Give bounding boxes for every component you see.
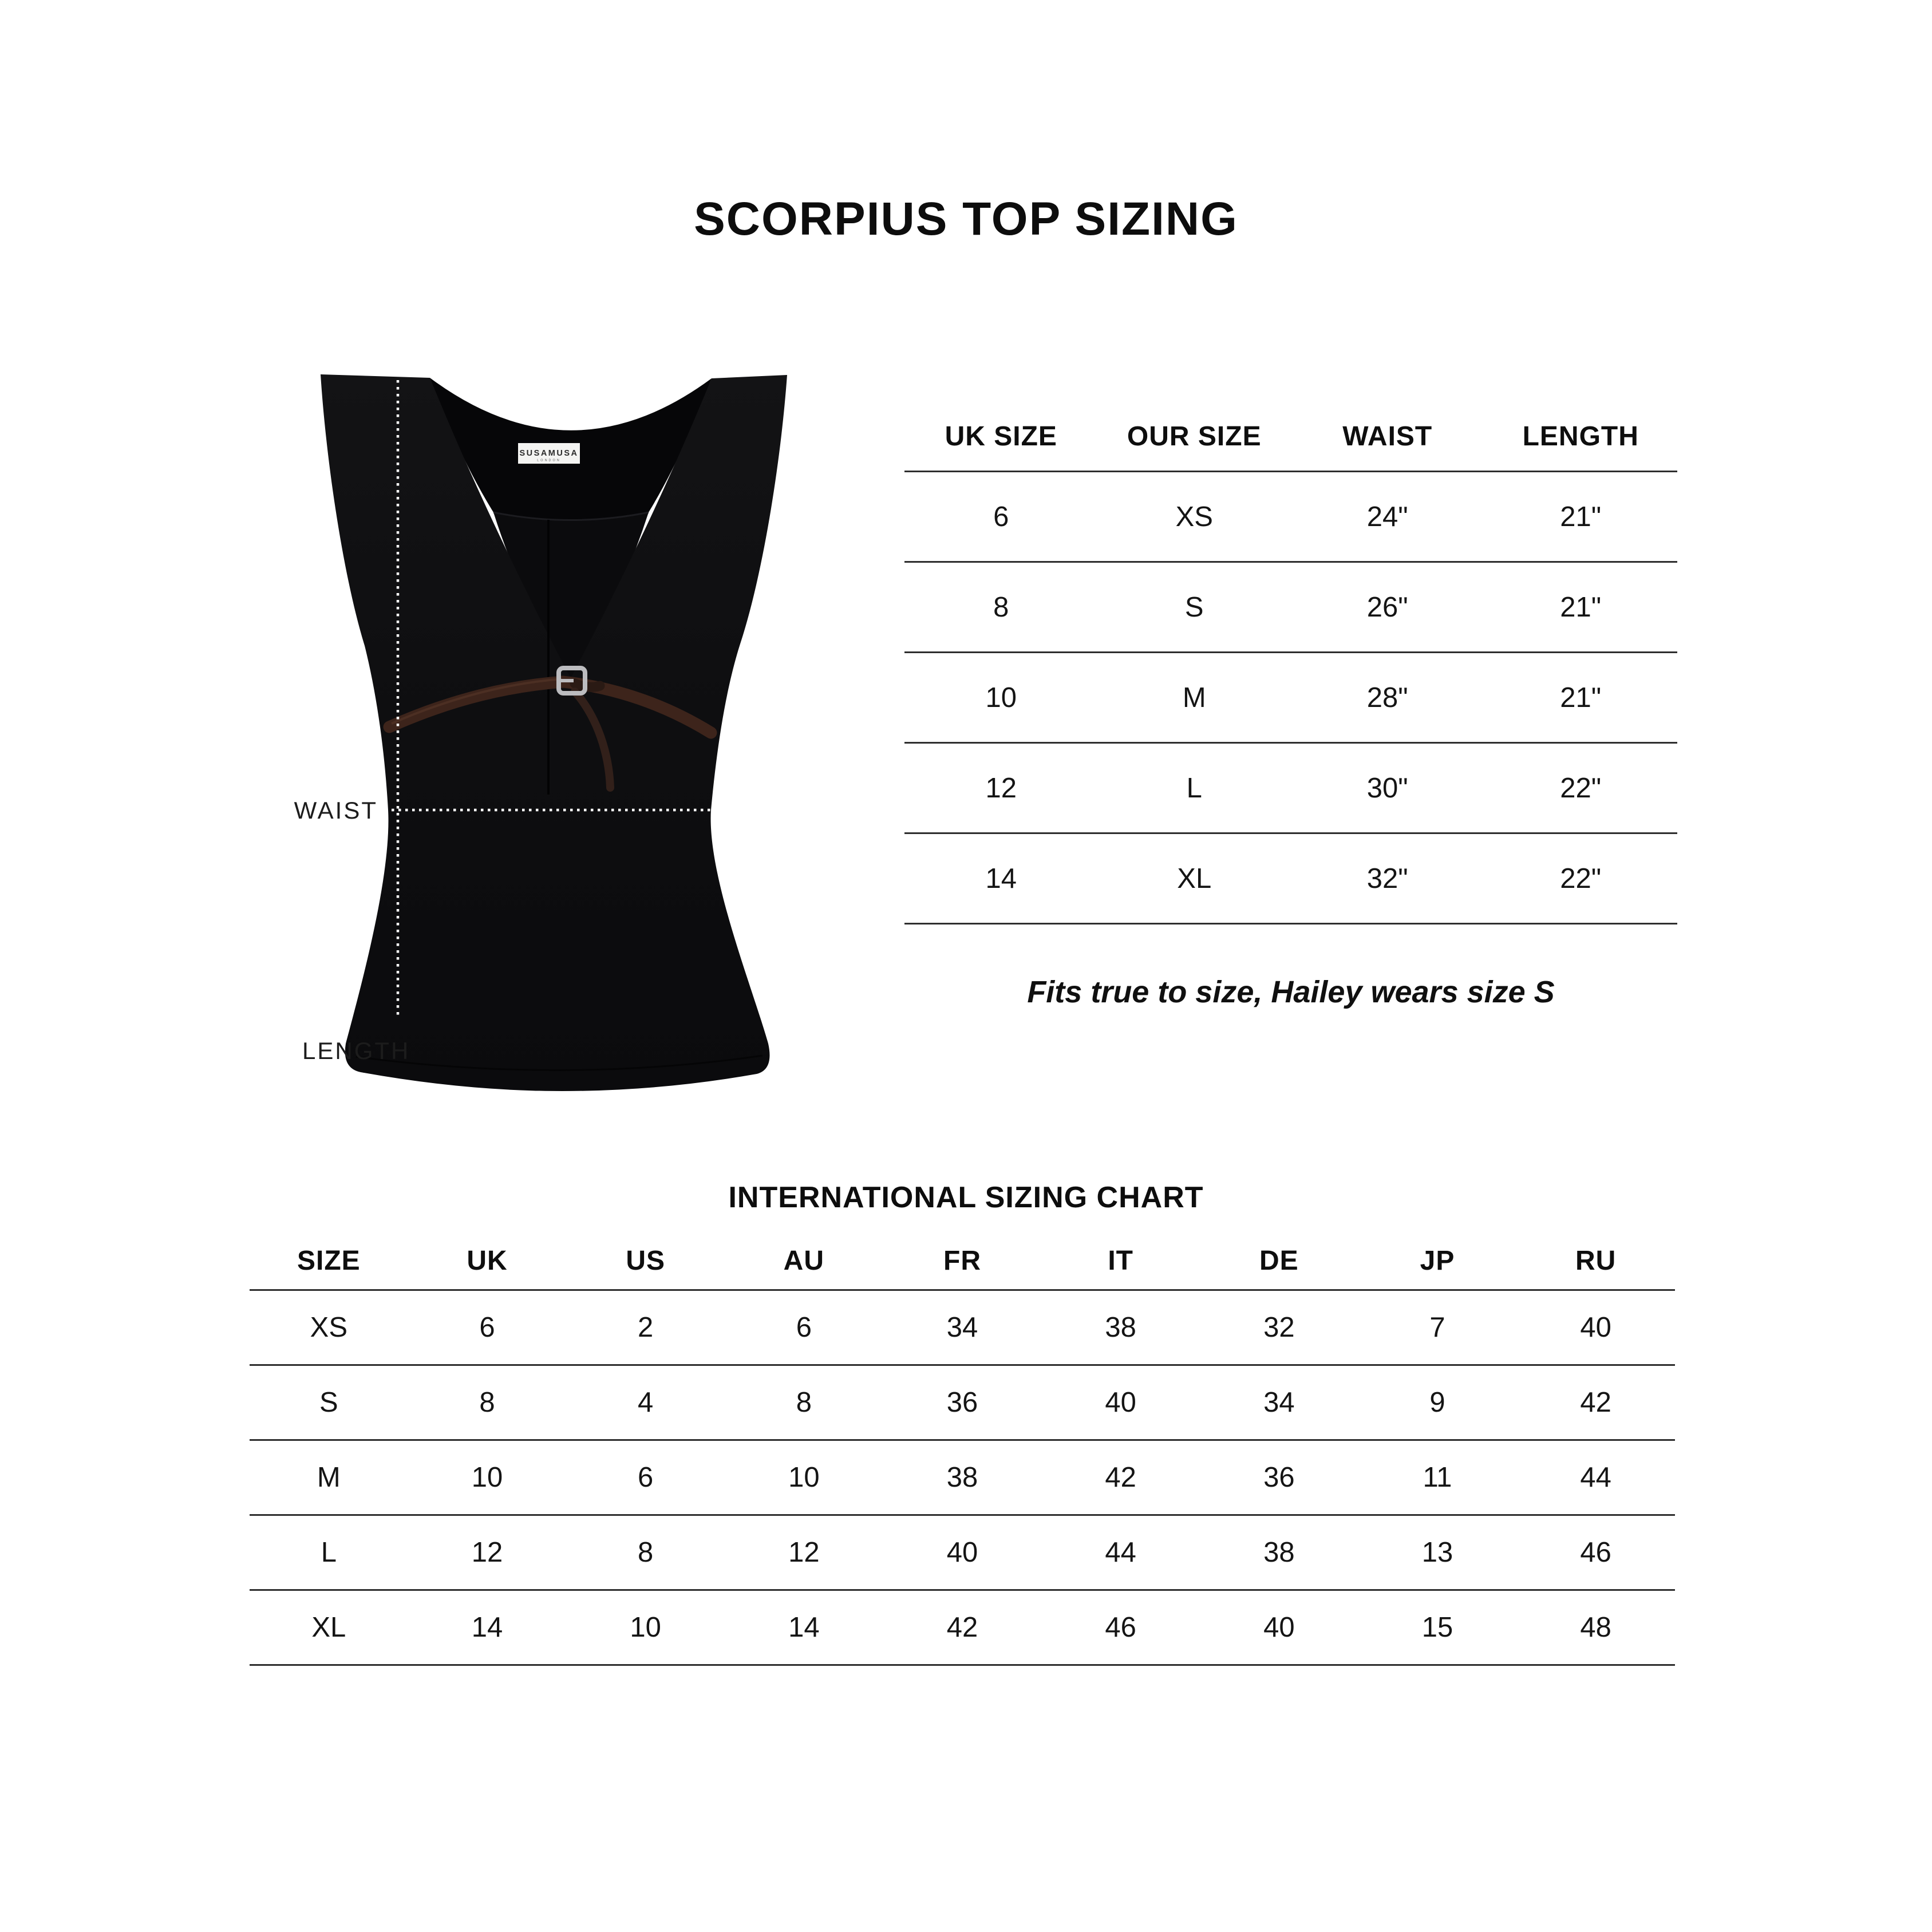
column-header: SIZE: [297, 1245, 361, 1276]
table-divider: [250, 1664, 1675, 1666]
table-divider: [904, 923, 1677, 924]
column-header: US: [626, 1245, 665, 1276]
garment-brand-sublabel: LONDON: [537, 459, 561, 463]
table-cell: S: [319, 1387, 338, 1418]
column-header: JP: [1420, 1245, 1455, 1276]
column-header: UK: [467, 1245, 508, 1276]
waist-measure-label: WAIST: [294, 797, 378, 824]
table-cell: 13: [1421, 1537, 1453, 1568]
table-cell: 46: [1580, 1537, 1611, 1568]
column-header: WAIST: [1342, 421, 1433, 452]
table-cell: XL: [1177, 863, 1212, 894]
table-cell: 36: [1263, 1462, 1295, 1493]
table-cell: XL: [311, 1612, 346, 1643]
table-cell: 10: [630, 1612, 661, 1643]
table-cell: 11: [1423, 1462, 1452, 1493]
table-cell: 21": [1560, 591, 1602, 623]
table-cell: 38: [946, 1462, 978, 1493]
table-row: [250, 1366, 1675, 1439]
table-row: [904, 834, 1677, 923]
table-cell: 15: [1421, 1612, 1453, 1643]
length-measure-label: LENGTH: [302, 1037, 410, 1064]
table-cell: 21": [1560, 682, 1602, 713]
column-header: DE: [1259, 1245, 1299, 1276]
table-cell: 12: [471, 1537, 503, 1568]
table-cell: 7: [1429, 1312, 1445, 1343]
table-cell: M: [317, 1462, 341, 1493]
table-cell: 26": [1366, 591, 1408, 623]
table-cell: 8: [479, 1387, 495, 1418]
table-cell: 6: [796, 1312, 812, 1343]
table-cell: 42: [1580, 1387, 1611, 1418]
table-cell: 42: [946, 1612, 978, 1643]
column-header: AU: [783, 1245, 824, 1276]
table-cell: 38: [1105, 1312, 1136, 1343]
table-cell: 28": [1366, 682, 1408, 713]
table-cell: S: [1184, 591, 1204, 623]
garment-illustration: [316, 359, 791, 1092]
table-cell: 21": [1560, 501, 1602, 532]
column-header: FR: [943, 1245, 981, 1276]
table-cell: 4: [638, 1387, 654, 1418]
table-header-row: [250, 1232, 1675, 1289]
table-cell: 6: [479, 1312, 495, 1343]
table-row: [250, 1441, 1675, 1514]
table-row: [904, 744, 1677, 832]
table-cell: 14: [471, 1612, 503, 1643]
table-cell: 32": [1366, 863, 1408, 894]
table-row: [250, 1291, 1675, 1364]
table-cell: 42: [1105, 1462, 1136, 1493]
column-header: UK SIZE: [945, 421, 1057, 452]
table-cell: L: [1186, 772, 1202, 804]
table-cell: 36: [946, 1387, 978, 1418]
table-cell: XS: [310, 1312, 348, 1343]
table-cell: 6: [993, 501, 1009, 532]
table-cell: 12: [788, 1537, 820, 1568]
table-cell: 10: [985, 682, 1017, 713]
table-row: [904, 653, 1677, 742]
column-header: IT: [1108, 1245, 1133, 1276]
table-row: [250, 1591, 1675, 1664]
table-cell: 44: [1580, 1462, 1611, 1493]
table-row: [904, 472, 1677, 561]
table-row: [250, 1516, 1675, 1589]
table-cell: 12: [985, 772, 1017, 804]
table-cell: 40: [1580, 1312, 1611, 1343]
garment-brand-label: SUSAMUSA: [519, 449, 579, 458]
table-cell: XS: [1175, 501, 1213, 532]
table-cell: L: [321, 1537, 337, 1568]
table-cell: 40: [946, 1537, 978, 1568]
table-cell: 10: [471, 1462, 503, 1493]
international-sizing-table: [250, 1232, 1675, 1666]
table-cell: 8: [993, 591, 1009, 623]
table-cell: 22": [1560, 863, 1602, 894]
table-cell: 30": [1366, 772, 1408, 804]
international-chart-title: INTERNATIONAL SIZING CHART: [728, 1181, 1204, 1214]
column-header: RU: [1575, 1245, 1617, 1276]
table-cell: 38: [1263, 1537, 1295, 1568]
table-cell: 9: [1429, 1387, 1445, 1418]
table-header-row: [904, 402, 1677, 471]
table-cell: 2: [638, 1312, 654, 1343]
table-cell: 8: [796, 1387, 812, 1418]
table-cell: 8: [638, 1537, 654, 1568]
table-cell: 48: [1580, 1612, 1611, 1643]
table-cell: 34: [946, 1312, 978, 1343]
table-cell: 10: [788, 1462, 820, 1493]
column-header: LENGTH: [1522, 421, 1639, 452]
table-row: [904, 563, 1677, 651]
table-cell: 14: [788, 1612, 820, 1643]
table-cell: 46: [1105, 1612, 1136, 1643]
table-cell: 34: [1263, 1387, 1295, 1418]
table-cell: 22": [1560, 772, 1602, 804]
table-cell: 32: [1263, 1312, 1295, 1343]
fit-note: Fits true to size, Hailey wears size S: [1027, 975, 1555, 1009]
table-cell: M: [1182, 682, 1206, 713]
table-cell: 40: [1263, 1612, 1295, 1643]
table-cell: 14: [985, 863, 1017, 894]
column-header: OUR SIZE: [1127, 421, 1262, 452]
table-cell: 44: [1105, 1537, 1136, 1568]
table-cell: 6: [638, 1462, 654, 1493]
table-cell: 40: [1105, 1387, 1136, 1418]
uk-sizing-table: [904, 402, 1677, 924]
table-cell: 24": [1366, 501, 1408, 532]
page-title: SCORPIUS TOP SIZING: [694, 193, 1238, 245]
